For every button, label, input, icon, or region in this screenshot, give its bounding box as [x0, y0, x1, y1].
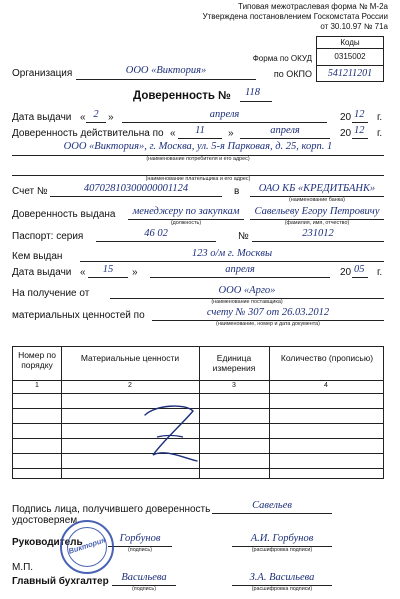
page-title: Доверенность № [133, 90, 231, 102]
org-underline [76, 79, 256, 80]
issue-quote-open: « [80, 112, 86, 123]
table-row-divider [13, 393, 383, 394]
materials-value: счету № 307 от 26.03.2012 [206, 307, 330, 318]
recipient-signature: Савельев [252, 500, 292, 511]
issue-year-prefix: 20 [340, 112, 352, 123]
okud-value: 0315002 [316, 48, 384, 66]
position-caption: (должность) [170, 220, 202, 226]
payer-caption: (наименование плательщика и его адрес) [145, 176, 251, 182]
issue2-quote-close: » [132, 267, 138, 278]
number-underline [252, 241, 384, 242]
passport-series-label: Паспорт: серия [12, 231, 84, 242]
issue2-label: Дата выдачи [12, 267, 72, 278]
issue2-day: 15 [102, 264, 114, 275]
issue-day-underline [86, 122, 106, 123]
valid-day-underline [178, 138, 222, 139]
receive-caption: (наименование поставщика) [211, 299, 283, 305]
issue-year-underline [352, 122, 368, 123]
issue2-year-suffix: г. [377, 267, 383, 278]
issued-person: Савельеву Егору Петровичу [254, 206, 380, 217]
valid-quote-close: » [228, 128, 234, 139]
okud-label: Форма по ОКУД [252, 54, 312, 63]
issue-quote-close: » [108, 112, 114, 123]
table-row-divider [13, 380, 383, 381]
head-signature: Горбунов [119, 533, 161, 544]
person-caption: (фамилия, имя, отчество) [284, 220, 350, 226]
table-col-number: 2 [128, 382, 132, 389]
table-col-number: 1 [35, 382, 39, 389]
codes-header: Коды [316, 36, 384, 49]
stamp-text: Виктория [67, 535, 107, 556]
okpo-label: по ОКПО [273, 69, 312, 79]
head-name-caption: (расшифровка подписи) [251, 547, 313, 553]
issue2-year: 05 [354, 264, 365, 275]
issue2-year-prefix: 20 [340, 267, 352, 278]
valid-quote-open: « [170, 128, 176, 139]
issue-month-underline [122, 122, 327, 123]
issue-day: 2 [93, 109, 99, 120]
issuer-label: Кем выдан [12, 251, 63, 262]
table-col-divider [269, 347, 270, 478]
accountant-name: З.А. Васильева [249, 572, 315, 583]
issue-year: 12 [354, 109, 365, 120]
head-name: А.И. Горбунов [250, 533, 314, 544]
issued-to-label: Доверенность выдана [12, 209, 116, 220]
proxy-number: 118 [245, 87, 260, 98]
bank-value: ОАО КБ «КРЕДИТБАНК» [258, 183, 376, 194]
accountant-label: Главный бухгалтер [12, 576, 109, 587]
table-header-number: Номер по порядку [18, 350, 56, 370]
issue2-month-underline [150, 277, 330, 278]
valid-month-underline [240, 138, 330, 139]
bank-caption: (наименование банка) [289, 197, 345, 203]
issuer-underline [80, 261, 384, 262]
receive-label: На получение от [12, 288, 90, 299]
form-line-2: Утверждена постановлением Госкомстата России [202, 12, 388, 21]
table-header-unit: Единица измерения [212, 353, 256, 373]
valid-month: апреля [270, 125, 300, 136]
issue-year-suffix: г. [377, 112, 383, 123]
passport-number-label: № [238, 231, 249, 242]
z-cancellation-mark [133, 397, 213, 475]
issue2-year-underline [352, 277, 368, 278]
valid-year: 12 [354, 125, 365, 136]
form-line-3: от 30.10.97 № 71а [320, 22, 388, 31]
form-line-1: Типовая межотраслевая форма № М-2а [238, 2, 388, 11]
valid-year-underline [352, 138, 368, 139]
company-stamp [60, 520, 114, 574]
materials-label: материальных ценностей по [12, 310, 145, 321]
valid-year-prefix: 20 [340, 128, 352, 139]
account-in: в [234, 186, 240, 197]
head-label: Руководитель [12, 537, 83, 548]
series-underline [96, 241, 216, 242]
table-header-materials: Материальные ценности [80, 353, 180, 363]
recipient-sig-label-2: удостоверяем. [12, 515, 80, 526]
org-value: ООО «Виктория» [125, 65, 207, 76]
account-underline [50, 196, 222, 197]
proxy-number-underline [240, 101, 272, 102]
accountant-signature: Васильева [121, 572, 167, 583]
issue-month: апреля [209, 109, 240, 120]
passport-number: 231012 [302, 228, 334, 239]
passport-series: 46 02 [144, 228, 168, 239]
recipient-sig-label: Подпись лица, получившего доверенность [12, 504, 211, 515]
consumer-value: ООО «Виктория», г. Москва, ул. 5-я Парковая, д. 25, корп. 1 [63, 141, 333, 152]
valid-year-suffix: г. [377, 128, 383, 139]
issue2-quote-open: « [80, 267, 86, 278]
issue2-month: апреля [225, 264, 255, 275]
issuer-value: 123 о/м г. Москвы [191, 248, 273, 259]
account-value: 40702810300000001124 [83, 183, 189, 194]
accountant-sig-caption: (подпись) [132, 586, 156, 592]
account-label: Счет № [12, 186, 48, 197]
issue2-day-underline [88, 277, 128, 278]
table-col-number: 4 [324, 382, 328, 389]
recipient-sig-underline [212, 513, 332, 514]
stamp-place-label: М.П. [12, 562, 34, 573]
consumer-caption: (наименование потребителя и его адрес) [146, 156, 250, 162]
table-header-quantity: Количество (прописью) [280, 353, 374, 363]
materials-table [12, 346, 384, 479]
receive-value: ООО «Арго» [218, 285, 276, 296]
valid-day: 11 [195, 125, 205, 136]
issue-date-label: Дата выдачи [12, 112, 72, 123]
head-sig-caption: (подпись) [128, 547, 152, 553]
okpo-value: 541211201 [316, 65, 384, 82]
org-label: Организация [12, 68, 73, 79]
table-col-number: 3 [232, 382, 236, 389]
accountant-name-caption: (расшифровка подписи) [251, 586, 313, 592]
valid-label: Доверенность действительна по [12, 128, 164, 139]
table-col-divider [61, 347, 62, 478]
materials-caption: (наименование, номер и дата документа) [216, 321, 320, 327]
issued-position: менеджеру по закупкам [132, 206, 240, 217]
